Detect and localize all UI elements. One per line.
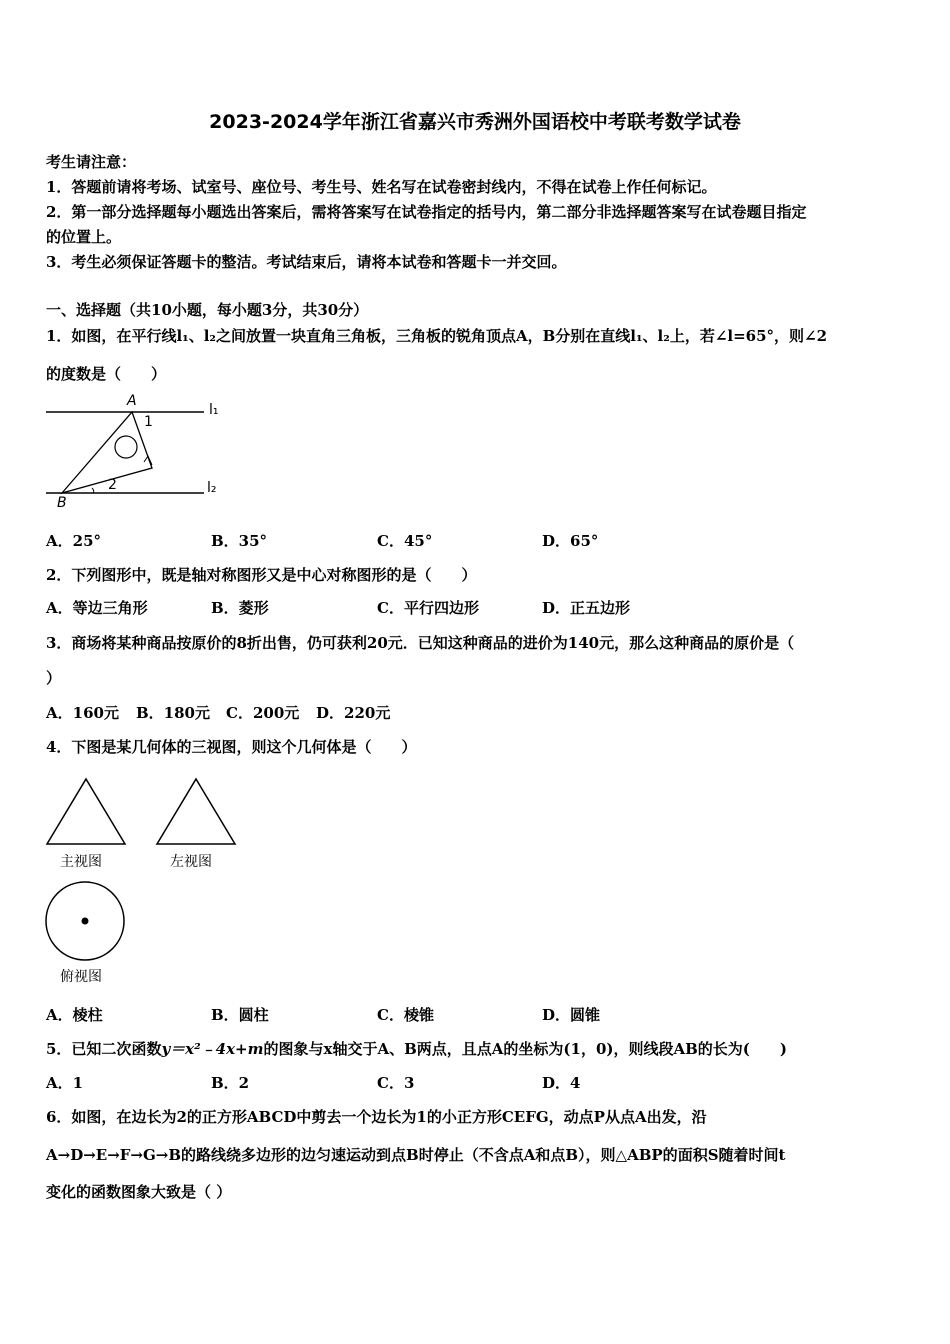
q5-option-c[interactable]: C．3 — [377, 1074, 415, 1092]
label-l1: l₁ — [209, 402, 219, 418]
top-view-label: 俯视图 — [60, 969, 102, 985]
q1-text-line1: 1．如图，在平行线l₁、l₂之间放置一块直角三角板，三角板的锐角顶点A，B分别在直线l₁、l₂上，若∠l=65°，则∠2 — [46, 327, 828, 345]
notice-item-2b: 的位置上。 — [46, 228, 122, 246]
q6-text-line2: A→D→E→F→G→B的路线绕多边形的边匀速运动到点B时停止（不含点A和点B），则△ABP的面积S随着时间t — [46, 1146, 786, 1164]
notice-item-3: 3．考生必须保证答题卡的整洁。考试结束后，请将本试卷和答题卡一并交回。 — [46, 253, 567, 271]
q5-text — [46, 1039, 787, 1059]
q4-option-c[interactable]: C．棱锥 — [377, 1006, 434, 1024]
q4-text: 4．下图是某几何体的三视图，则这个几何体是（ ） — [46, 738, 417, 756]
ruler-hole — [115, 436, 137, 458]
label-B: B — [57, 495, 67, 511]
q2-option-c[interactable]: C．平行四边形 — [377, 599, 479, 617]
q2-option-b[interactable]: B．菱形 — [211, 599, 269, 617]
q2-text: 2．下列图形中，既是轴对称图形又是中心对称图形的是（ ） — [46, 566, 477, 584]
q5-text-mid: 的图象与x轴交于A、B两点，且点A的坐标为(1，0)，则线段AB的长为( ) — [263, 1040, 787, 1058]
q3-text-line2: ） — [46, 669, 62, 687]
label-A: A — [127, 393, 137, 409]
q4-option-d[interactable]: D．圆锥 — [542, 1006, 601, 1024]
side-view-triangle — [154, 776, 238, 848]
angle-2-arc — [92, 488, 94, 493]
front-view-triangle — [44, 776, 128, 848]
q5-text-pre: 5．已知二次函数 — [46, 1040, 162, 1058]
triangle-ruler — [62, 412, 152, 493]
q5-option-a[interactable]: A．1 — [46, 1074, 84, 1092]
notice-item-2a: 2．第一部分选择题每小题选出答案后，需将答案写在试卷指定的括号内，第二部分非选择题答案写在试卷题目指定 — [46, 203, 807, 221]
q3-option-a[interactable]: A．160元 — [46, 704, 119, 722]
q6-text-line1: 6．如图，在边长为2的正方形ABCD中剪去一个边长为1的小正方形CEFG，动点P从点A出发，沿 — [46, 1108, 707, 1126]
q1-figure — [44, 396, 234, 516]
q1-text-line2: 的度数是（ ） — [46, 365, 167, 383]
q2-option-d[interactable]: D．正五边形 — [542, 599, 631, 617]
q6-text-line3: 变化的函数图象大致是（ ） — [46, 1183, 232, 1201]
section-heading: 一、选择题（共10小题，每小题3分，共30分） — [46, 301, 369, 319]
q5-formula: y＝x²﹣4x+m — [161, 1040, 264, 1058]
notice-item-1: 1．答题前请将考场、试室号、座位号、考生号、姓名写在试卷密封线内，不得在试卷上作任何标记。 — [46, 178, 717, 196]
q3-option-c[interactable]: C．200元 — [226, 704, 300, 722]
q1-option-c[interactable]: C．45° — [377, 532, 433, 550]
label-l2: l₂ — [207, 480, 217, 496]
label-angle-1: 1 — [144, 414, 153, 430]
q5-option-d[interactable]: D．4 — [542, 1074, 581, 1092]
top-view-circle — [42, 880, 128, 966]
q5-option-b[interactable]: B．2 — [211, 1074, 250, 1092]
front-view-label: 主视图 — [60, 854, 102, 870]
center-dot — [82, 918, 89, 925]
q3-option-d[interactable]: D．220元 — [316, 704, 391, 722]
q3-text-line1: 3．商场将某种商品按原价的8折出售，仍可获利20元．已知这种商品的进价为140元，那么这种商品的原价是（ — [46, 634, 795, 652]
q2-option-a[interactable]: A．等边三角形 — [46, 599, 148, 617]
label-angle-2: 2 — [108, 477, 117, 493]
q4-option-a[interactable]: A．棱柱 — [46, 1006, 103, 1024]
q4-option-b[interactable]: B．圆柱 — [211, 1006, 269, 1024]
q1-option-d[interactable]: D．65° — [542, 532, 599, 550]
q1-option-b[interactable]: B．35° — [211, 532, 268, 550]
notice-heading: 考生请注意： — [46, 153, 137, 171]
page-title: 2023-2024学年浙江省嘉兴市秀洲外国语校中考联考数学试卷 — [209, 111, 741, 133]
q1-option-a[interactable]: A．25° — [46, 532, 102, 550]
q3-option-b[interactable]: B．180元 — [136, 704, 210, 722]
side-view-label: 左视图 — [170, 854, 212, 870]
